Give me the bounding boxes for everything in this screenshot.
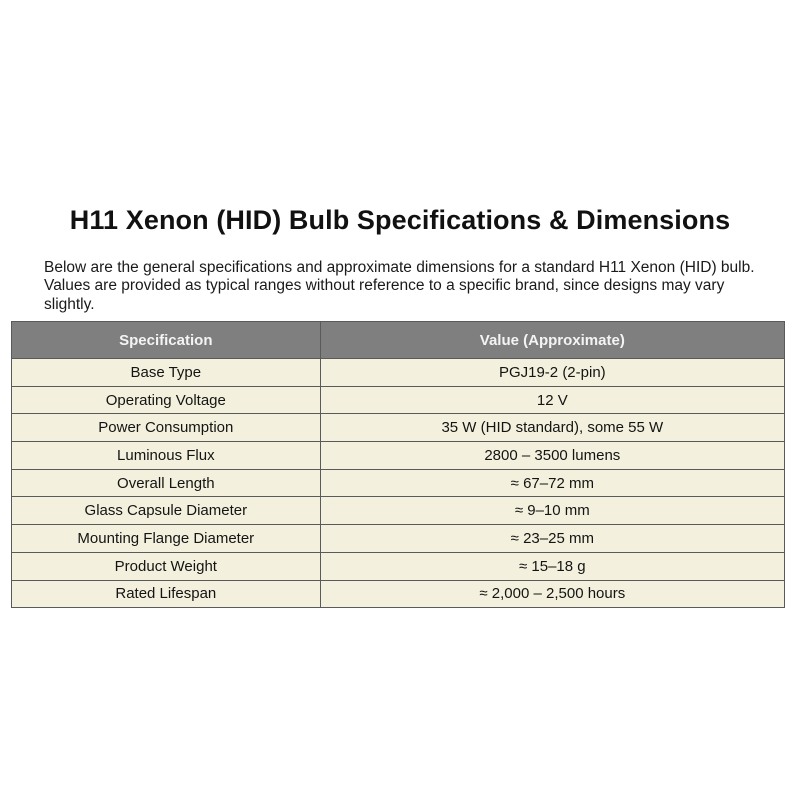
table-row [12, 414, 785, 442]
spec-value: ≈ 2,000 – 2,500 hours [320, 580, 784, 608]
spec-name: Luminous Flux [12, 442, 321, 470]
page-title: H11 Xenon (HID) Bulb Specifications & Dimensions [69, 205, 731, 236]
spec-value: ≈ 23–25 mm [320, 525, 784, 553]
spec-name: Power Consumption [12, 414, 321, 442]
spec-name: Glass Capsule Diameter [12, 497, 321, 525]
spec-name: Mounting Flange Diameter [12, 525, 321, 553]
spec-value: 12 V [320, 386, 784, 414]
spec-value: ≈ 67–72 mm [320, 469, 784, 497]
table-row [12, 497, 785, 525]
table-row [12, 469, 785, 497]
table-row [12, 442, 785, 470]
table-row [12, 386, 785, 414]
column-header-specification: Specification [12, 322, 321, 359]
table-header-row [12, 322, 785, 359]
table-row [12, 552, 785, 580]
spec-value: PGJ19-2 (2-pin) [320, 359, 784, 387]
spec-value: ≈ 15–18 g [320, 552, 784, 580]
spec-name: Overall Length [12, 469, 321, 497]
table-row [12, 580, 785, 608]
table-row [12, 525, 785, 553]
spec-value: 35 W (HID standard), some 55 W [320, 414, 784, 442]
spec-name: Rated Lifespan [12, 580, 321, 608]
spec-value: 2800 – 3500 lumens [320, 442, 784, 470]
specifications-table [11, 321, 785, 608]
spec-name: Base Type [12, 359, 321, 387]
intro-paragraph: Below are the general specifications and approximate dimensions for a standard H11 Xenon (HID) bulb. Values are provided as typical ranges without reference to a specific brand, since designs may vary slightly. [44, 258, 755, 313]
spec-value: ≈ 9–10 mm [320, 497, 784, 525]
spec-name: Product Weight [12, 552, 321, 580]
spec-name: Operating Voltage [12, 386, 321, 414]
table-row [12, 359, 785, 387]
column-header-value: Value (Approximate) [320, 322, 784, 359]
